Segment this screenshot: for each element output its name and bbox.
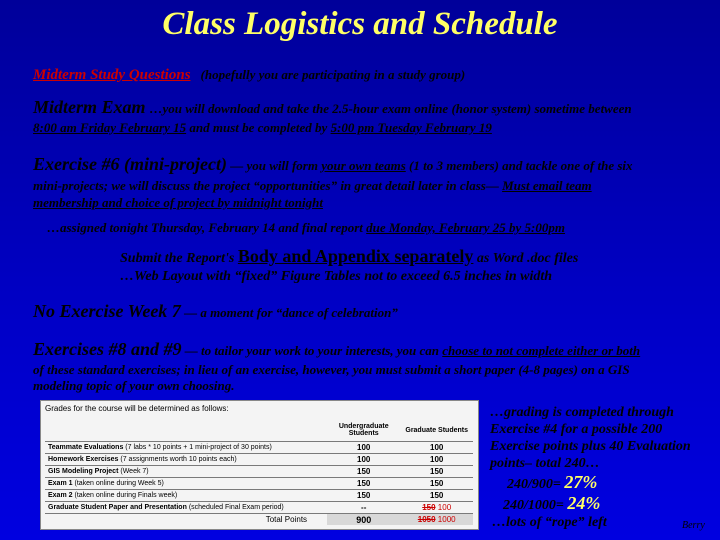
midterm-exam-line1: …you will download and take the 2.5-hour exam online (honor system) sometime between bbox=[149, 101, 632, 116]
midterm-exam-block bbox=[33, 97, 713, 118]
grading-note-line4: points– total 240… bbox=[490, 456, 600, 471]
midterm-exam-end: 5:00 pm Tuesday February 19 bbox=[330, 120, 492, 135]
row-g-value: 150 bbox=[400, 490, 473, 502]
grades-table bbox=[45, 419, 473, 525]
exercises89-line1 bbox=[33, 339, 640, 360]
row-label bbox=[45, 442, 327, 454]
midterm-exam-start: 8:00 am Friday February 15 bbox=[33, 120, 187, 135]
exercises89-heading: Exercises #8 and #9 bbox=[33, 339, 182, 359]
row-ug-value: -- bbox=[327, 502, 400, 514]
exercise6-email-link: Must email team bbox=[502, 178, 592, 193]
g-ratio-text: 240/1000= bbox=[503, 498, 568, 513]
table-row bbox=[45, 478, 473, 490]
exercise6-text-b: (1 to 3 members) and tackle one of the six bbox=[405, 158, 633, 173]
row-label bbox=[45, 502, 327, 514]
grades-col-undergrad: Undergraduate Students bbox=[338, 423, 389, 437]
no-exercise-note: — a moment for “dance of celebration” bbox=[180, 305, 398, 320]
row-ug-value: 150 bbox=[327, 490, 400, 502]
grading-note-line3: Exercise points plus 40 Evaluation bbox=[490, 439, 691, 454]
exercises89-choose-link: choose to not complete either or both bbox=[442, 343, 641, 358]
row-ug-value: 100 bbox=[327, 442, 400, 454]
table-row bbox=[45, 502, 473, 514]
row-g-value: 100 bbox=[400, 442, 473, 454]
total-g bbox=[400, 514, 473, 526]
exercise6-due-link: due Monday, February 25 by 5:00pm bbox=[366, 220, 566, 235]
row-title: Graduate Student Paper and Presentation bbox=[48, 504, 187, 511]
exercise6-submit-big: Body and Appendix separately bbox=[237, 246, 474, 266]
exercise6-line2-text: mini-projects; we will discuss the project “opportunities” in great detail later in class— bbox=[33, 178, 503, 193]
table-row bbox=[45, 490, 473, 502]
no-exercise-row bbox=[33, 301, 398, 322]
g-ratio bbox=[503, 493, 600, 514]
total-row bbox=[45, 514, 473, 526]
midterm-exam-middle: and must be completed by bbox=[186, 120, 331, 135]
row-label bbox=[45, 454, 327, 466]
row-g-old: 150 bbox=[422, 503, 436, 512]
row-title: Exam 2 bbox=[48, 492, 73, 499]
total-ug: 900 bbox=[327, 514, 400, 526]
exercise6-teams-link: your own teams bbox=[321, 158, 406, 173]
total-label: Total Points bbox=[45, 514, 327, 526]
exercise6-submit-a: Submit the Report's bbox=[120, 251, 238, 266]
rope-note: …lots of “rope” left bbox=[492, 515, 607, 530]
row-ug-value: 150 bbox=[327, 478, 400, 490]
no-exercise-heading: No Exercise Week 7 bbox=[33, 301, 181, 321]
midterm-questions-link[interactable]: Midterm Study Questions bbox=[33, 67, 191, 83]
author-signature: Berry bbox=[682, 520, 705, 531]
row-title: Homework Exercises bbox=[48, 456, 119, 463]
exercise6-submit bbox=[120, 246, 578, 267]
exercise6-layout: …Web Layout with “fixed” Figure Tables not to exceed 6.5 inches in width bbox=[120, 269, 553, 284]
row-g-value: 150 bbox=[400, 478, 473, 490]
row-detail: (Week 7) bbox=[120, 468, 149, 475]
total-g-new: 1000 bbox=[437, 515, 456, 524]
grades-header-blank bbox=[45, 419, 327, 442]
table-row bbox=[45, 466, 473, 478]
ug-ratio-percent: 27% bbox=[564, 472, 598, 492]
row-label bbox=[45, 478, 327, 490]
grades-caption: Grades for the course will be determined as follows: bbox=[45, 404, 229, 413]
grading-note-line1: …grading is completed through bbox=[490, 405, 674, 420]
exercise6-submit-b: as Word .doc files bbox=[473, 251, 579, 266]
grades-col-grad: Graduate Students bbox=[405, 426, 468, 434]
midterm-questions-note: (hopefully you are participating in a study group) bbox=[200, 67, 466, 82]
row-title: GIS Modeling Project bbox=[48, 468, 119, 475]
row-detail: (taken online during Finals week) bbox=[74, 492, 178, 499]
ug-ratio bbox=[507, 472, 597, 493]
row-title: Exam 1 bbox=[48, 480, 73, 487]
grades-header-row bbox=[45, 419, 473, 442]
table-row bbox=[45, 454, 473, 466]
exercise6-text-a: — you will form bbox=[226, 158, 322, 173]
row-g-new: 100 bbox=[437, 503, 452, 512]
midterm-exam-dates bbox=[33, 120, 492, 136]
row-detail: (7 assignments worth 10 points each) bbox=[120, 456, 237, 463]
exercise6-heading: Exercise #6 (mini-project) bbox=[33, 154, 227, 174]
page-title: Class Logistics and Schedule bbox=[162, 6, 558, 42]
exercise6-line2 bbox=[33, 178, 592, 194]
midterm-exam-heading: Midterm Exam bbox=[33, 97, 146, 117]
g-ratio-percent: 24% bbox=[567, 493, 601, 513]
exercises89-line3: modeling topic of your own choosing. bbox=[33, 378, 235, 393]
row-title: Teammate Evaluations bbox=[48, 444, 124, 451]
total-g-old: 1050 bbox=[417, 515, 436, 524]
row-g-value bbox=[400, 502, 473, 514]
row-label bbox=[45, 466, 327, 478]
exercises89-text-a: — to tailor your work to your interests, you can bbox=[181, 343, 443, 358]
table-row bbox=[45, 442, 473, 454]
exercise6-line1 bbox=[33, 154, 633, 175]
grades-panel bbox=[40, 400, 479, 530]
row-ug-value: 100 bbox=[327, 454, 400, 466]
exercise6-assigned-text: …assigned tonight Thursday, February 14 and final report bbox=[47, 220, 367, 235]
row-detail: (scheduled Final Exam period) bbox=[188, 504, 284, 511]
exercises89-line2: of these standard exercises; in lieu of an exercise, however, you must submit a short paper (4-8 pages) on a GIS bbox=[33, 362, 630, 377]
row-detail: (7 labs * 10 points + 1 mini-project of 30 points) bbox=[125, 444, 272, 451]
grading-note-line2: Exercise #4 for a possible 200 bbox=[490, 422, 663, 437]
row-label bbox=[45, 490, 327, 502]
row-ug-value: 150 bbox=[327, 466, 400, 478]
ug-ratio-text: 240/900= bbox=[507, 477, 565, 492]
exercise6-assigned bbox=[47, 220, 565, 236]
row-detail: (taken online during Week 5) bbox=[74, 480, 164, 487]
grading-note bbox=[490, 404, 691, 472]
midterm-questions-row bbox=[33, 66, 465, 84]
exercise6-line3: membership and choice of project by midnight tonight bbox=[33, 195, 323, 210]
row-g-value: 150 bbox=[400, 466, 473, 478]
row-g-value: 100 bbox=[400, 454, 473, 466]
